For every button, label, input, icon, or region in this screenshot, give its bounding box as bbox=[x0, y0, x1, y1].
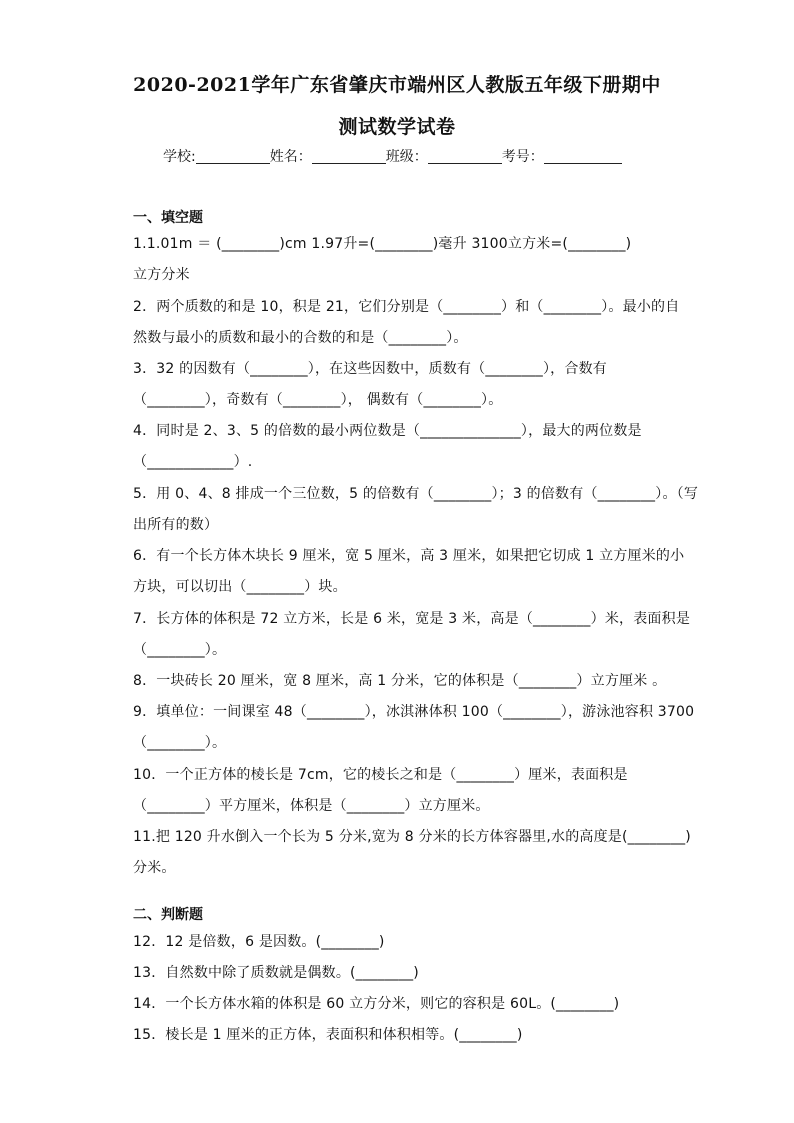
question-line: 立方分米 bbox=[133, 267, 190, 283]
question-line: 方块，可以切出（________）块。 bbox=[133, 579, 347, 595]
question-line: （________），奇数有（________）， 偶数有（________）。 bbox=[133, 392, 503, 408]
question-line: 8．一块砖长 20 厘米，宽 8 厘米，高 1 分米，它的体积是（________）立方厘米 。 bbox=[133, 673, 667, 689]
question-line: 3．32 的因数有（________），在这些因数中，质数有（________），合数有 bbox=[133, 361, 607, 377]
question-line: 然数与最小的质数和最小的合数的和是（________）。 bbox=[133, 330, 468, 346]
number-blank[interactable] bbox=[544, 148, 622, 164]
question-line: 6．有一个长方体木块长 9 厘米，宽 5 厘米，高 3 厘米，如果把它切成 1 立方厘米的小 bbox=[133, 548, 685, 564]
school-blank[interactable] bbox=[196, 148, 270, 164]
question-line: 9．填单位：一间课室 48（________），冰淇淋体积 100（________），游泳池容积 3700 bbox=[133, 704, 695, 720]
question-line: （____________）. bbox=[133, 454, 253, 470]
question-line: （________）平方厘米，体积是（________）立方厘米。 bbox=[133, 798, 490, 814]
question-line: 14．一个长方体水箱的体积是 60 立方分米，则它的容积是 60L。(________) bbox=[133, 996, 620, 1012]
question-line: 2．两个质数的和是 10，积是 21，它们分别是（________）和（________）。最小的自 bbox=[133, 299, 680, 315]
question-line: 分米。 bbox=[133, 860, 176, 876]
question-line: 10．一个正方体的棱长是 7cm，它的棱长之和是（________）厘米，表面积是 bbox=[133, 767, 628, 783]
question-line: 4．同时是 2、3、5 的倍数的最小两位数是（______________），最大的两位数是 bbox=[133, 423, 642, 439]
question-line: 出所有的数） bbox=[133, 517, 219, 533]
question-line: （________）。 bbox=[133, 735, 227, 751]
question-line: 13．自然数中除了质数就是偶数。(________) bbox=[133, 965, 419, 981]
number-label: 考号： bbox=[501, 149, 544, 165]
question-line: 12．12 是倍数，6 是因数。(________) bbox=[133, 934, 385, 950]
question-line: （________）。 bbox=[133, 642, 227, 658]
name-label: 姓名： bbox=[269, 149, 312, 165]
question-line: 5．用 0、4、8 排成一个三位数，5 的倍数有（________）；3 的倍数有（________）。（写 bbox=[133, 486, 699, 502]
question-line: 1.1.01m ＝ (________)cm 1.97升=(________)毫升 3100立方米=(________) bbox=[133, 236, 632, 252]
school-label: 学校: bbox=[163, 149, 196, 165]
student-info-bar bbox=[163, 146, 622, 166]
question-line: 15．棱长是 1 厘米的正方体，表面积和体积相等。(________) bbox=[133, 1027, 523, 1043]
exam-title-line-1: 2020-2021学年广东省肇庆市端州区人教版五年级下册期中 bbox=[133, 74, 661, 96]
name-blank[interactable] bbox=[312, 148, 386, 164]
question-line: 11.把 120 升水倒入一个长为 5 分米,宽为 8 分米的长方体容器里,水的高度是(________) bbox=[133, 829, 691, 845]
class-label: 班级： bbox=[385, 149, 428, 165]
section-heading-true-false: 二、判断题 bbox=[133, 907, 203, 923]
question-line: 7．长方体的体积是 72 立方米，长是 6 米，宽是 3 米，高是（________）米，表面积是 bbox=[133, 611, 691, 627]
exam-title-line-2: 测试数学试卷 bbox=[338, 116, 456, 138]
class-blank[interactable] bbox=[428, 148, 502, 164]
section-heading-fill-in: 一、填空题 bbox=[133, 210, 203, 226]
